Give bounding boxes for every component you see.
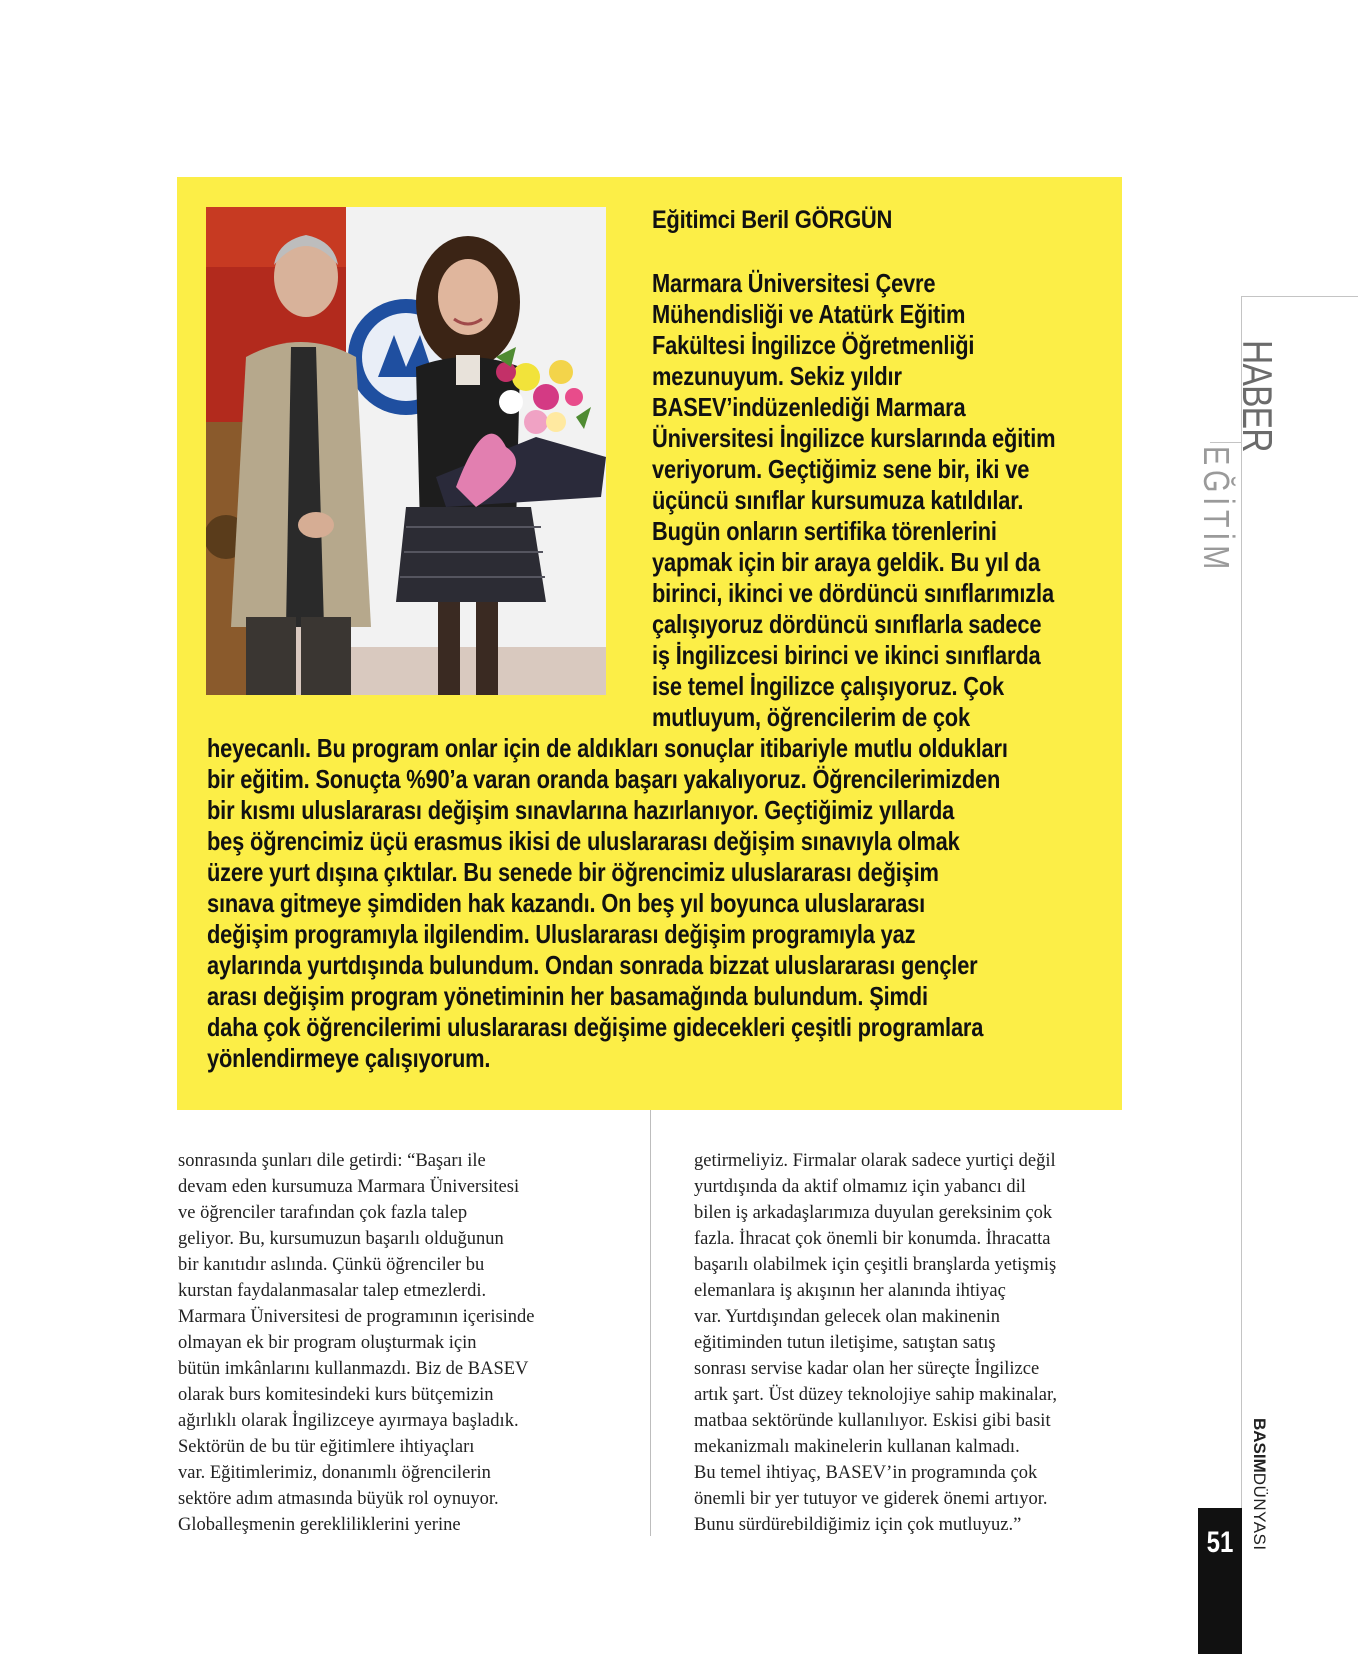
body-line: yurtdışında da aktif olmamız için yabancı dil xyxy=(694,1177,1026,1197)
body-line: sonrası servise kadar olan her süreçte İngilizce xyxy=(694,1359,1040,1379)
quote-line: bir eğitim. Sonuçta %90’a varan oranda başarı yakalıyoruz. Öğrencilerimizden xyxy=(207,764,1001,794)
body-line: mekanizmalı makinelerin kullanan kalmadı. xyxy=(694,1437,1020,1457)
quote-line: mezunuyum. Sekiz yıldır xyxy=(652,361,902,391)
quote-line: beş öğrencimiz üçü erasmus ikisi de uluslararası değişim sınavıyla olmak xyxy=(207,826,960,856)
quote-line: heyecanlı. Bu program onlar için de aldıkları sonuçlar itibariyle mutlu oldukları xyxy=(207,733,1008,763)
quote-line: daha çok öğrencilerimi uluslararası değişime gidecekleri çeşitli programlara xyxy=(207,1012,984,1042)
body-line: var. Yurtdışından gelecek olan makinenin xyxy=(694,1307,1001,1327)
body-line: matbaa sektöründe kullanılıyor. Eskisi gibi basit xyxy=(694,1411,1051,1431)
quote-line: birinci, ikinci ve dördüncü sınıflarımızla xyxy=(652,578,1054,608)
body-line: var. Eğitimlerimiz, donanımlı öğrencilerin xyxy=(178,1463,491,1483)
body-line: olmayan ek bir program oluşturmak için xyxy=(178,1333,477,1353)
body-line: Bunu sürdürebildiğimiz için çok mutluyuz.” xyxy=(694,1515,1022,1535)
body-line: olarak burs komitesindeki kurs bütçemizin xyxy=(178,1385,494,1405)
interviewee-name: Eğitimci Beril GÖRGÜN xyxy=(652,206,893,234)
quote-line: Üniversitesi İngilizce kurslarında eğitim xyxy=(652,423,1056,453)
magazine-name-bold: BASIM xyxy=(1250,1418,1269,1473)
right-column-text xyxy=(694,1148,1057,1538)
magazine-name xyxy=(1249,1418,1269,1551)
body-line: önemli bir yer tutuyor ve giderek önemi artıyor. xyxy=(694,1489,1048,1509)
body-line: elemanlara iş akışının her alanında ihtiyaç xyxy=(694,1281,1006,1301)
body-line: fazla. İhracat çok önemli bir konumda. İhracatta xyxy=(694,1229,1051,1249)
body-line: ve öğrenciler tarafından çok fazla talep xyxy=(178,1203,468,1223)
quote-line: yönlendirmeye çalışıyorum. xyxy=(207,1043,491,1073)
body-line: başarılı olabilmek için çeşitli branşlarda yetişmiş xyxy=(694,1255,1057,1275)
body-line: ağırlıklı olarak İngilizceye ayırmaya başladık. xyxy=(178,1411,519,1431)
quote-line: bir kısmı uluslararası değişim sınavlarına hazırlanıyor. Geçtiğimiz yıllarda xyxy=(207,795,955,825)
column-divider xyxy=(650,1110,651,1536)
body-line: devam eden kursumuza Marmara Üniversitesi xyxy=(178,1177,520,1197)
left-column-text xyxy=(178,1148,535,1538)
side-rule xyxy=(1241,296,1242,1654)
body-line: getirmeliyiz. Firmalar olarak sadece yurtiçi değil xyxy=(694,1151,1056,1171)
body-line: Globalleşmenin gerekliliklerini yerine xyxy=(178,1515,461,1535)
quote-line: üzere yurt dışına çıktılar. Bu senede bir öğrencimiz uluslararası değişim xyxy=(207,857,939,887)
body-line: sonrasında şunları dile getirdi: “Başarı ile xyxy=(178,1151,486,1171)
quote-line: BASEV’indüzenlediği Marmara xyxy=(652,392,966,422)
subsection-label: EĞİTİM xyxy=(1196,446,1237,574)
body-line: Sektörün de bu tür eğitimlere ihtiyaçları xyxy=(178,1437,475,1457)
quote-line: çalışıyoruz dördüncü sınıflarla sadece xyxy=(652,609,1042,639)
side-rule-top xyxy=(1241,296,1358,297)
quote-line: sınava gitmeye şimdiden hak kazandı. On beş yıl boyunca uluslararası xyxy=(207,888,926,918)
page-number: 51 xyxy=(1206,1526,1234,1559)
quote-line: aylarında yurtdışında bulundum. Ondan sonrada bizzat uluslararası gençler xyxy=(207,950,978,980)
body-line: bilen iş arkadaşlarımıza duyulan gereksinim çok xyxy=(694,1203,1053,1223)
body-line: Bu temel ihtiyaç, BASEV’in programında çok xyxy=(694,1463,1038,1483)
quote-line: Marmara Üniversitesi Çevre xyxy=(652,268,936,298)
quote-line: değişim programıyla ilgilendim. Uluslararası değişim programıyla yaz xyxy=(207,919,916,949)
quote-line: ise temel İngilizce çalışıyoruz. Çok xyxy=(652,671,1005,701)
section-label: HABER xyxy=(1234,340,1281,452)
quote-line: yapmak için bir araya geldik. Bu yıl da xyxy=(652,547,1040,577)
body-line: Marmara Üniversitesi de programının içerisinde xyxy=(178,1307,535,1327)
quote-line: Mühendisliği ve Atatürk Eğitim xyxy=(652,299,966,329)
body-line: artık şart. Üst düzey teknolojiye sahip makinalar, xyxy=(694,1385,1057,1405)
page-number-box xyxy=(1198,1508,1242,1580)
quote-line: iş İngilizcesi birinci ve ikinci sınıflarda xyxy=(652,640,1041,670)
quote-line: Fakültesi İngilizce Öğretmenliği xyxy=(652,330,975,360)
quote-line: arası değişim program yönetiminin her basamağında bulundum. Şimdi xyxy=(207,981,928,1011)
body-line: sektöre adım atmasında büyük rol oynuyor. xyxy=(178,1489,499,1509)
quote-line: mutluyum, öğrencilerim de çok xyxy=(652,702,970,732)
quote-line: üçüncü sınıflar kursumuza katıldılar. xyxy=(652,485,1024,515)
body-line: eğitiminden tutun iletişime, satıştan satış xyxy=(694,1333,996,1353)
body-line: bütün imkânlarını kullanmazdı. Biz de BASEV xyxy=(178,1359,529,1379)
ceremony-photo xyxy=(206,207,606,695)
quote-line: Bugün onların sertifika törenlerini xyxy=(652,516,997,546)
page-edge-bar xyxy=(1198,1580,1242,1654)
body-line: geliyor. Bu, kursumuzun başarılı olduğunun xyxy=(178,1229,504,1249)
body-line: kurstan faydalanmasalar talep etmezlerdi. xyxy=(178,1281,487,1301)
magazine-name-light: DÜNYASI xyxy=(1250,1472,1269,1551)
body-line: bir kanıtıdır aslında. Çünkü öğrenciler bu xyxy=(178,1255,485,1275)
quote-line: veriyorum. Geçtiğimiz sene bir, iki ve xyxy=(652,454,1030,484)
